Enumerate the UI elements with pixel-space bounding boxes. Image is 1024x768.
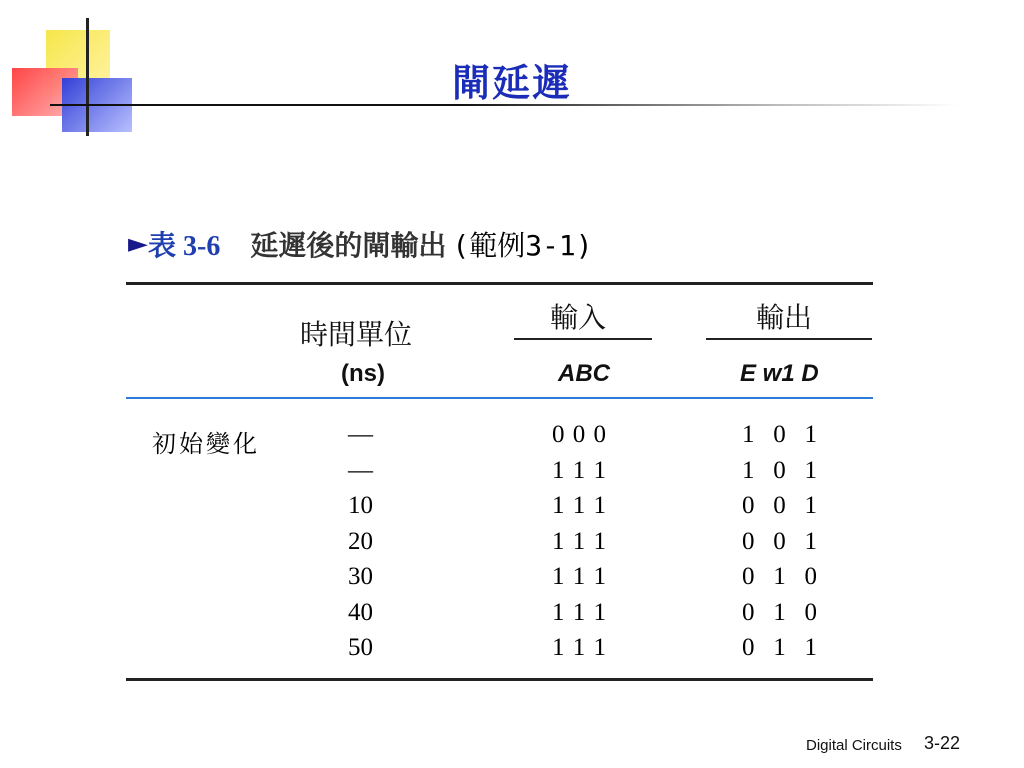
cell-time: 40 (348, 598, 373, 626)
header-time: 時間單位 (300, 318, 413, 351)
cell-input: 0 0 0 (552, 421, 607, 448)
cell-input: 1 1 1 (552, 563, 607, 590)
footer-page-number: 3-22 (924, 733, 961, 753)
table-number: 表 3-6 (148, 231, 221, 262)
cell-input: 1 1 1 (552, 598, 607, 626)
table-row (0, 563, 1024, 599)
cell-time: 20 (348, 527, 373, 555)
cell-output: 0 1 1 (742, 634, 817, 661)
cell-time: 50 (348, 634, 373, 661)
table-top-rule (126, 282, 873, 285)
table-row (0, 634, 1024, 670)
cell-output: 1 0 1 (742, 421, 817, 448)
cell-output: 0 1 0 (742, 598, 817, 626)
table-caption (128, 224, 593, 264)
table-row (0, 528, 1024, 564)
cell-output: 0 0 1 (742, 492, 817, 519)
table-title: 延遲後的閘輸出 (250, 229, 447, 262)
output-header-rule (706, 338, 872, 340)
cell-time: 30 (348, 563, 373, 590)
footer-course-name: Digital Circuits (806, 737, 902, 754)
cell-input: 1 1 1 (552, 634, 607, 661)
table-row (0, 599, 1024, 635)
cell-input: 1 1 1 (552, 492, 607, 519)
header-time-unit: (ns) (341, 360, 385, 387)
cell-output: 0 0 1 (742, 527, 817, 555)
header-input: 輸入 (550, 301, 607, 334)
example-reference: (範例3-1) (452, 229, 593, 262)
slide-title: 閘延遲 (451, 60, 572, 105)
table-row (0, 421, 1024, 457)
cell-time: — (348, 421, 373, 448)
input-header-rule (514, 338, 652, 340)
cell-output: 1 0 1 (742, 456, 817, 484)
table-bottom-rule (126, 678, 873, 681)
row-label-initial-change: 初始變化 (152, 430, 260, 458)
cell-output: 0 1 0 (742, 563, 817, 590)
table-row (0, 492, 1024, 528)
header-input-vars: ABC (558, 360, 610, 387)
table-header-rule (126, 397, 873, 399)
header-output: 輸出 (756, 301, 813, 334)
cell-input: 1 1 1 (552, 527, 607, 555)
caption-marker-icon: ► (128, 229, 148, 259)
cell-time: 10 (348, 492, 373, 519)
table-row (0, 457, 1024, 493)
header-output-vars: E w1 D (740, 360, 819, 387)
cell-input: 1 1 1 (552, 456, 607, 484)
cell-time: — (348, 456, 373, 484)
